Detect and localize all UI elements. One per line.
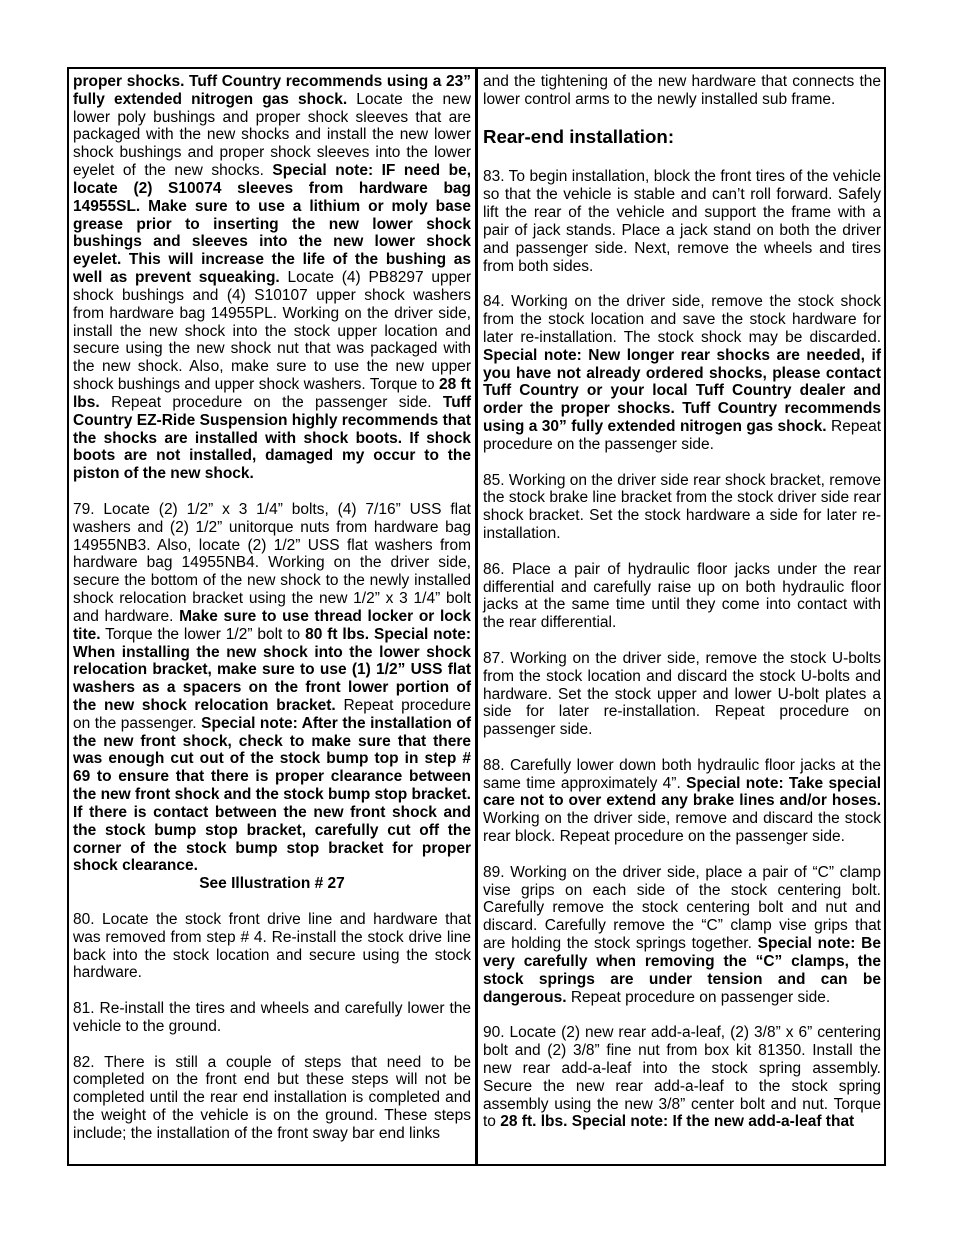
step-83-paragraph: 83. To begin installation, block the front tires of the vehicle so that the vehicle is stable and can’t roll forward. Safely lift the rear of the vehicle and support the frame with a pair of jack stands. Place a jack stand on both the driver and passenger side. Next, remove the wheels and tires from both sides. <box>483 168 881 275</box>
left-column <box>67 67 477 1166</box>
special-note: Special note: IF need be, locate (2) S10074 sleeves from hardware bag 14955SL. Make sure to use a lithium or moly base grease prior to inserting the new lower shock bushings and sleeves into the new lower shock eyelet. This will increase the life of the bushing as well as prevent squeaking. <box>73 162 472 287</box>
text-run: Working on the driver side, remove and discard the stock rear block. Repeat procedure on the passenger side. <box>483 810 881 846</box>
step-90-paragraph <box>483 1024 881 1131</box>
text-run: Repeat procedure on the passenger. <box>73 696 471 732</box>
text-run: 89. Working on the driver side, place a pair of “C” clamp vise grips on each side of the stock centering bolt. Carefully remove the stock centering bolt and nut and discard. Carefully remove the “C” clamp vise grips that are holding the stock springs together. <box>483 863 881 953</box>
bold-text-run: proper shocks. Tuff Country recommends using a 23” fully extended nitrogen gas shock. <box>73 73 471 108</box>
special-note: Special note: Take special care not to over extend any brake lines and/or hoses. <box>483 774 882 810</box>
right-column <box>477 67 886 1166</box>
text-run: Locate (4) PB8297 upper shock bushings and (4) S10107 upper shock washers from hardware bag 14955PL. Working on the driver side, install the new shock into the stock upper location and secure using the new shock nut that was packaged with the new shock. Also, make sure to use the new upper shock bushings and upper shock washers. Torque to <box>73 269 471 394</box>
special-note: Special note: New longer rear shocks are needed, if you have not already ordered shocks, please contact Tuff Country or your local Tuff Country dealer and order the proper shocks. Tuff Country recommends using a 30” fully extended nitrogen gas shock. <box>483 346 881 436</box>
special-note: 28 ft. lbs. Special note: If the new add-a-leaf that <box>500 1113 855 1131</box>
step-79-paragraph <box>73 501 471 875</box>
step-87-paragraph: 87. Working on the driver side, remove the stock U-bolts from the stock location and discard the stock U-bolts and hardware. Set the stock upper and lower U-bolt plates a side for later re-installation. Repeat procedure on passenger side. <box>483 649 881 739</box>
special-note: 80 ft lbs. Special note: When installing the new shock into the lower shock relocation bracket, make sure to use (1) 1/2” USS flat washers as a spacers on the front lower portion of the new shock relocation bracket. <box>73 625 472 714</box>
continued-paragraph: and the tightening of the new hardware that connects the lower control arms to the newly installed sub frame. <box>483 73 881 108</box>
special-note: Special note: After the installation of the new front shock, check to make sure that there was enough cut out of the stock bump top in step # 69 to ensure that there is proper clearance between the new front shock and the stock bump stop bracket. If there is contact between the new front shock and the stock bump stop bracket, carefully cut off the corner of the stock bump stop bracket for proper shock clearance. <box>73 714 471 875</box>
step-81-paragraph: 81. Re-install the tires and wheels and carefully lower the vehicle to the ground. <box>73 1000 471 1035</box>
text-run: Torque the lower 1/2” bolt to <box>105 625 301 643</box>
step-85-paragraph: 85. Working on the driver side rear shock bracket, remove the stock brake line bracket from the stock driver side rear shock bracket. Set the stock hardware a side for later re-installation. <box>483 471 881 543</box>
text-run: 79. Locate (2) 1/2” x 3 1/4” bolts, (4) 7/16” USS flat washers and (2) 1/2” unitorque nuts from hardware bag 14955NB3. Also, locate (2) 1/2” USS flat washers from hardware bag 14955NB4. Working on the driver side, secure the bottom of the new shock to the newly installed shock relocation bracket using the new 1/2” x 3 1/4” bolt and hardware. <box>73 500 471 625</box>
step-84-paragraph <box>483 293 881 453</box>
text-run: Repeat procedure on passenger side. <box>570 988 831 1006</box>
section-heading: Rear-end installation: <box>483 126 675 148</box>
text-run: 88. Carefully lower down both hydraulic floor jacks at the same time approximately 4”. <box>483 756 881 792</box>
shock-boot-recommendation: Tuff Country EZ-Ride Suspension highly recommends that the shocks are installed with shock boots. If shock boots are not installed, damaged my occur to the piston of the new shock. <box>73 393 471 483</box>
step-88-paragraph <box>483 757 881 846</box>
continued-paragraph <box>73 73 471 483</box>
torque-value: 28 ft lbs. <box>73 376 472 411</box>
step-89-paragraph <box>483 864 881 1007</box>
text-run: Repeat procedure on the passenger side. <box>111 393 432 411</box>
step-86-paragraph: 86. Place a pair of hydraulic floor jacks under the rear differential and carefully raise up on both hydraulic floor jacks at the same time until they come into contact with the rear differential. <box>483 560 881 632</box>
thread-locker-note: Make sure to use thread locker or lock tite. <box>73 607 472 643</box>
step-82-paragraph: 82. There is still a couple of steps that need to be completed on the front end but these steps will not be completed until the rear end installation is completed and the weight of the vehicle is on the ground. These steps include; the installation of the front sway bar end links <box>73 1053 471 1142</box>
text-run: 84. Working on the driver side, remove the stock shock from the stock location and save the stock hardware for later re-installation. The stock shock may be discarded. <box>483 293 881 346</box>
step-80-paragraph: 80. Locate the stock front drive line and hardware that was removed from step # 4. Re-install the stock drive line back into the stock location and secure using the stock hardware. <box>73 910 471 982</box>
text-run: Repeat procedure on the passenger side. <box>483 418 881 453</box>
text-run: 90. Locate (2) new rear add-a-leaf, (2) 3/8” x 6” centering bolt and (2) 3/8” fine nut from box kit 81350. Install the new rear add-a-leaf into the stock spring assembly. Secure the new rear add-a-leaf to the stock spring assembly using the new 3/8” center bolt and nut. Torque to <box>483 1024 881 1131</box>
text-run: Locate the new lower poly bushings and proper shock sleeves that are packaged with the new shocks and install the new lower shock bushings and proper shock sleeves into the lower eyelet of the new shocks. <box>73 90 471 180</box>
illustration-reference: See Illustration # 27 <box>199 875 345 893</box>
page-frame <box>67 67 886 1166</box>
special-note: Special note: Be very carefully when removing the “C” clamps, the stock springs are under tension and can be dangerous. <box>483 935 881 1006</box>
